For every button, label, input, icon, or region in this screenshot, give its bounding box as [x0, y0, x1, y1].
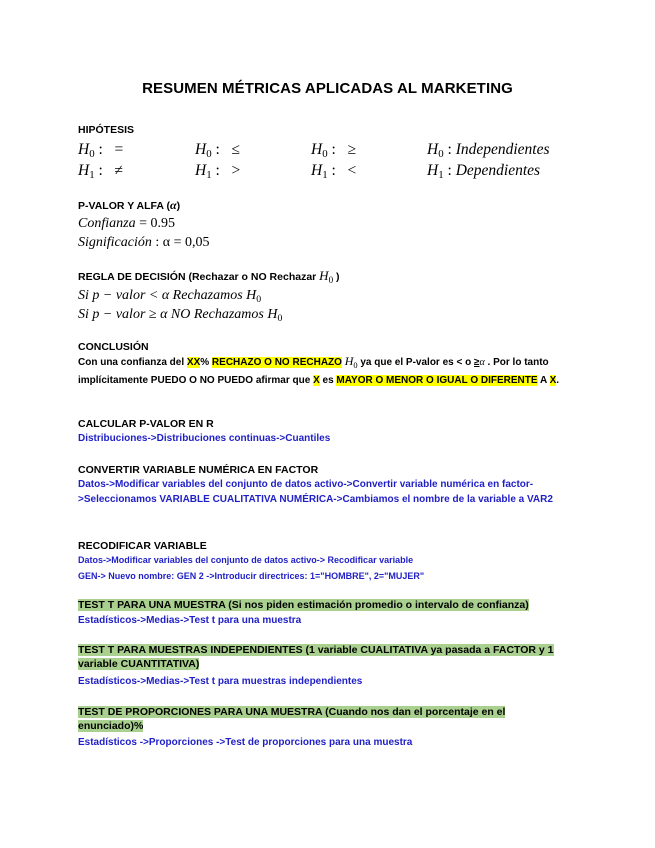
h1-col4: $H_1$ : Dependientes — [427, 162, 541, 181]
recodificar-path-1: Datos->Modificar variables del conjunto de datos activo-> Recodificar variable — [78, 555, 414, 565]
test-una-path: Estadísticos->Medias->Test t para una muestra — [78, 615, 302, 626]
significacion-line: Significación : α = 0,05 — [78, 235, 210, 250]
calcular-path: Distribuciones->Distribuciones continuas->Cuantiles — [78, 433, 331, 444]
regla-line-2: Si p − valor ≥ α NO Rechazamos $H_0$ — [78, 307, 283, 324]
hypothesis-row-h0 — [78, 141, 598, 161]
test-indep-heading: TEST T PARA MUESTRAS INDEPENDIENTES (1 variable CUALITATIVA ya pasada a FACTOR y 1 variable CUANTITATIVA) — [78, 644, 554, 670]
confianza-line: Confianza = 0.95 — [78, 216, 175, 231]
regla-line-1: Si p − valor < α Rechazamos $H_0$ — [78, 288, 262, 305]
test-indep-path: Estadísticos->Medias->Test t para muestras independientes — [78, 676, 363, 687]
h0-col2: $H_0$ : ≤ — [195, 141, 240, 160]
conclusion-heading: CONCLUSIÓN — [78, 341, 149, 353]
pvalor-heading: P-VALOR Y ALFA (α) — [78, 198, 181, 212]
h0-col4: $H_0$ : Independientes — [427, 141, 550, 160]
h1-col2: $H_1$ : > — [195, 162, 241, 181]
recodificar-heading: RECODIFICAR VARIABLE — [78, 540, 207, 552]
hypothesis-row-h1 — [78, 162, 598, 182]
h1-col3: $H_1$ : < — [311, 162, 357, 181]
h0-col3: $H_0$ : ≥ — [311, 141, 356, 160]
test-prop-path: Estadísticos ->Proporciones ->Test de proporciones para una muestra — [78, 737, 413, 748]
test-una-heading: TEST T PARA UNA MUESTRA (Si nos piden estimación promedio o intervalo de confianza) — [78, 599, 529, 611]
conclusion-text: Con una confianza del XX% RECHAZO O NO RECHAZO $H_0$ ya que el P-valor es < o ≥α . Por lo tanto implícitamente PUEDO O NO PUEDO afirmar que X es MAYOR O MENOR O IGUAL O DIFERENTE A X. — [78, 354, 560, 386]
convertir-heading: CONVERTIR VARIABLE NUMÉRICA EN FACTOR — [78, 464, 319, 476]
test-prop-heading: TEST DE PROPORCIONES PARA UNA MUESTRA (Cuando nos dan el porcentaje en el enunciado)% — [78, 706, 506, 732]
calcular-heading: CALCULAR P-VALOR EN R — [78, 418, 214, 430]
regla-heading: REGLA DE DECISIÓN (Rechazar o NO Rechazar $H_0$ ) — [78, 268, 340, 285]
convertir-path: Datos->Modificar variables del conjunto de datos activo->Convertir variable numérica en factor->Seleccionamos VARIABLE CUALITATIVA NUMÉRICA->Cambiamos el nombre de la variable a VAR2 — [78, 479, 553, 505]
hipotesis-heading: HIPÓTESIS — [78, 124, 135, 136]
recodificar-path-2: GEN-> Nuevo nombre: GEN 2 ->Introducir directrices: 1="HOMBRE", 2="MUJER" — [78, 571, 425, 581]
h1-col1: $H_1$ : ≠ — [78, 162, 123, 181]
h0-col1: $H_0$ : = — [78, 141, 124, 160]
page-title: RESUMEN MÉTRICAS APLICADAS AL MARKETING — [142, 80, 513, 97]
